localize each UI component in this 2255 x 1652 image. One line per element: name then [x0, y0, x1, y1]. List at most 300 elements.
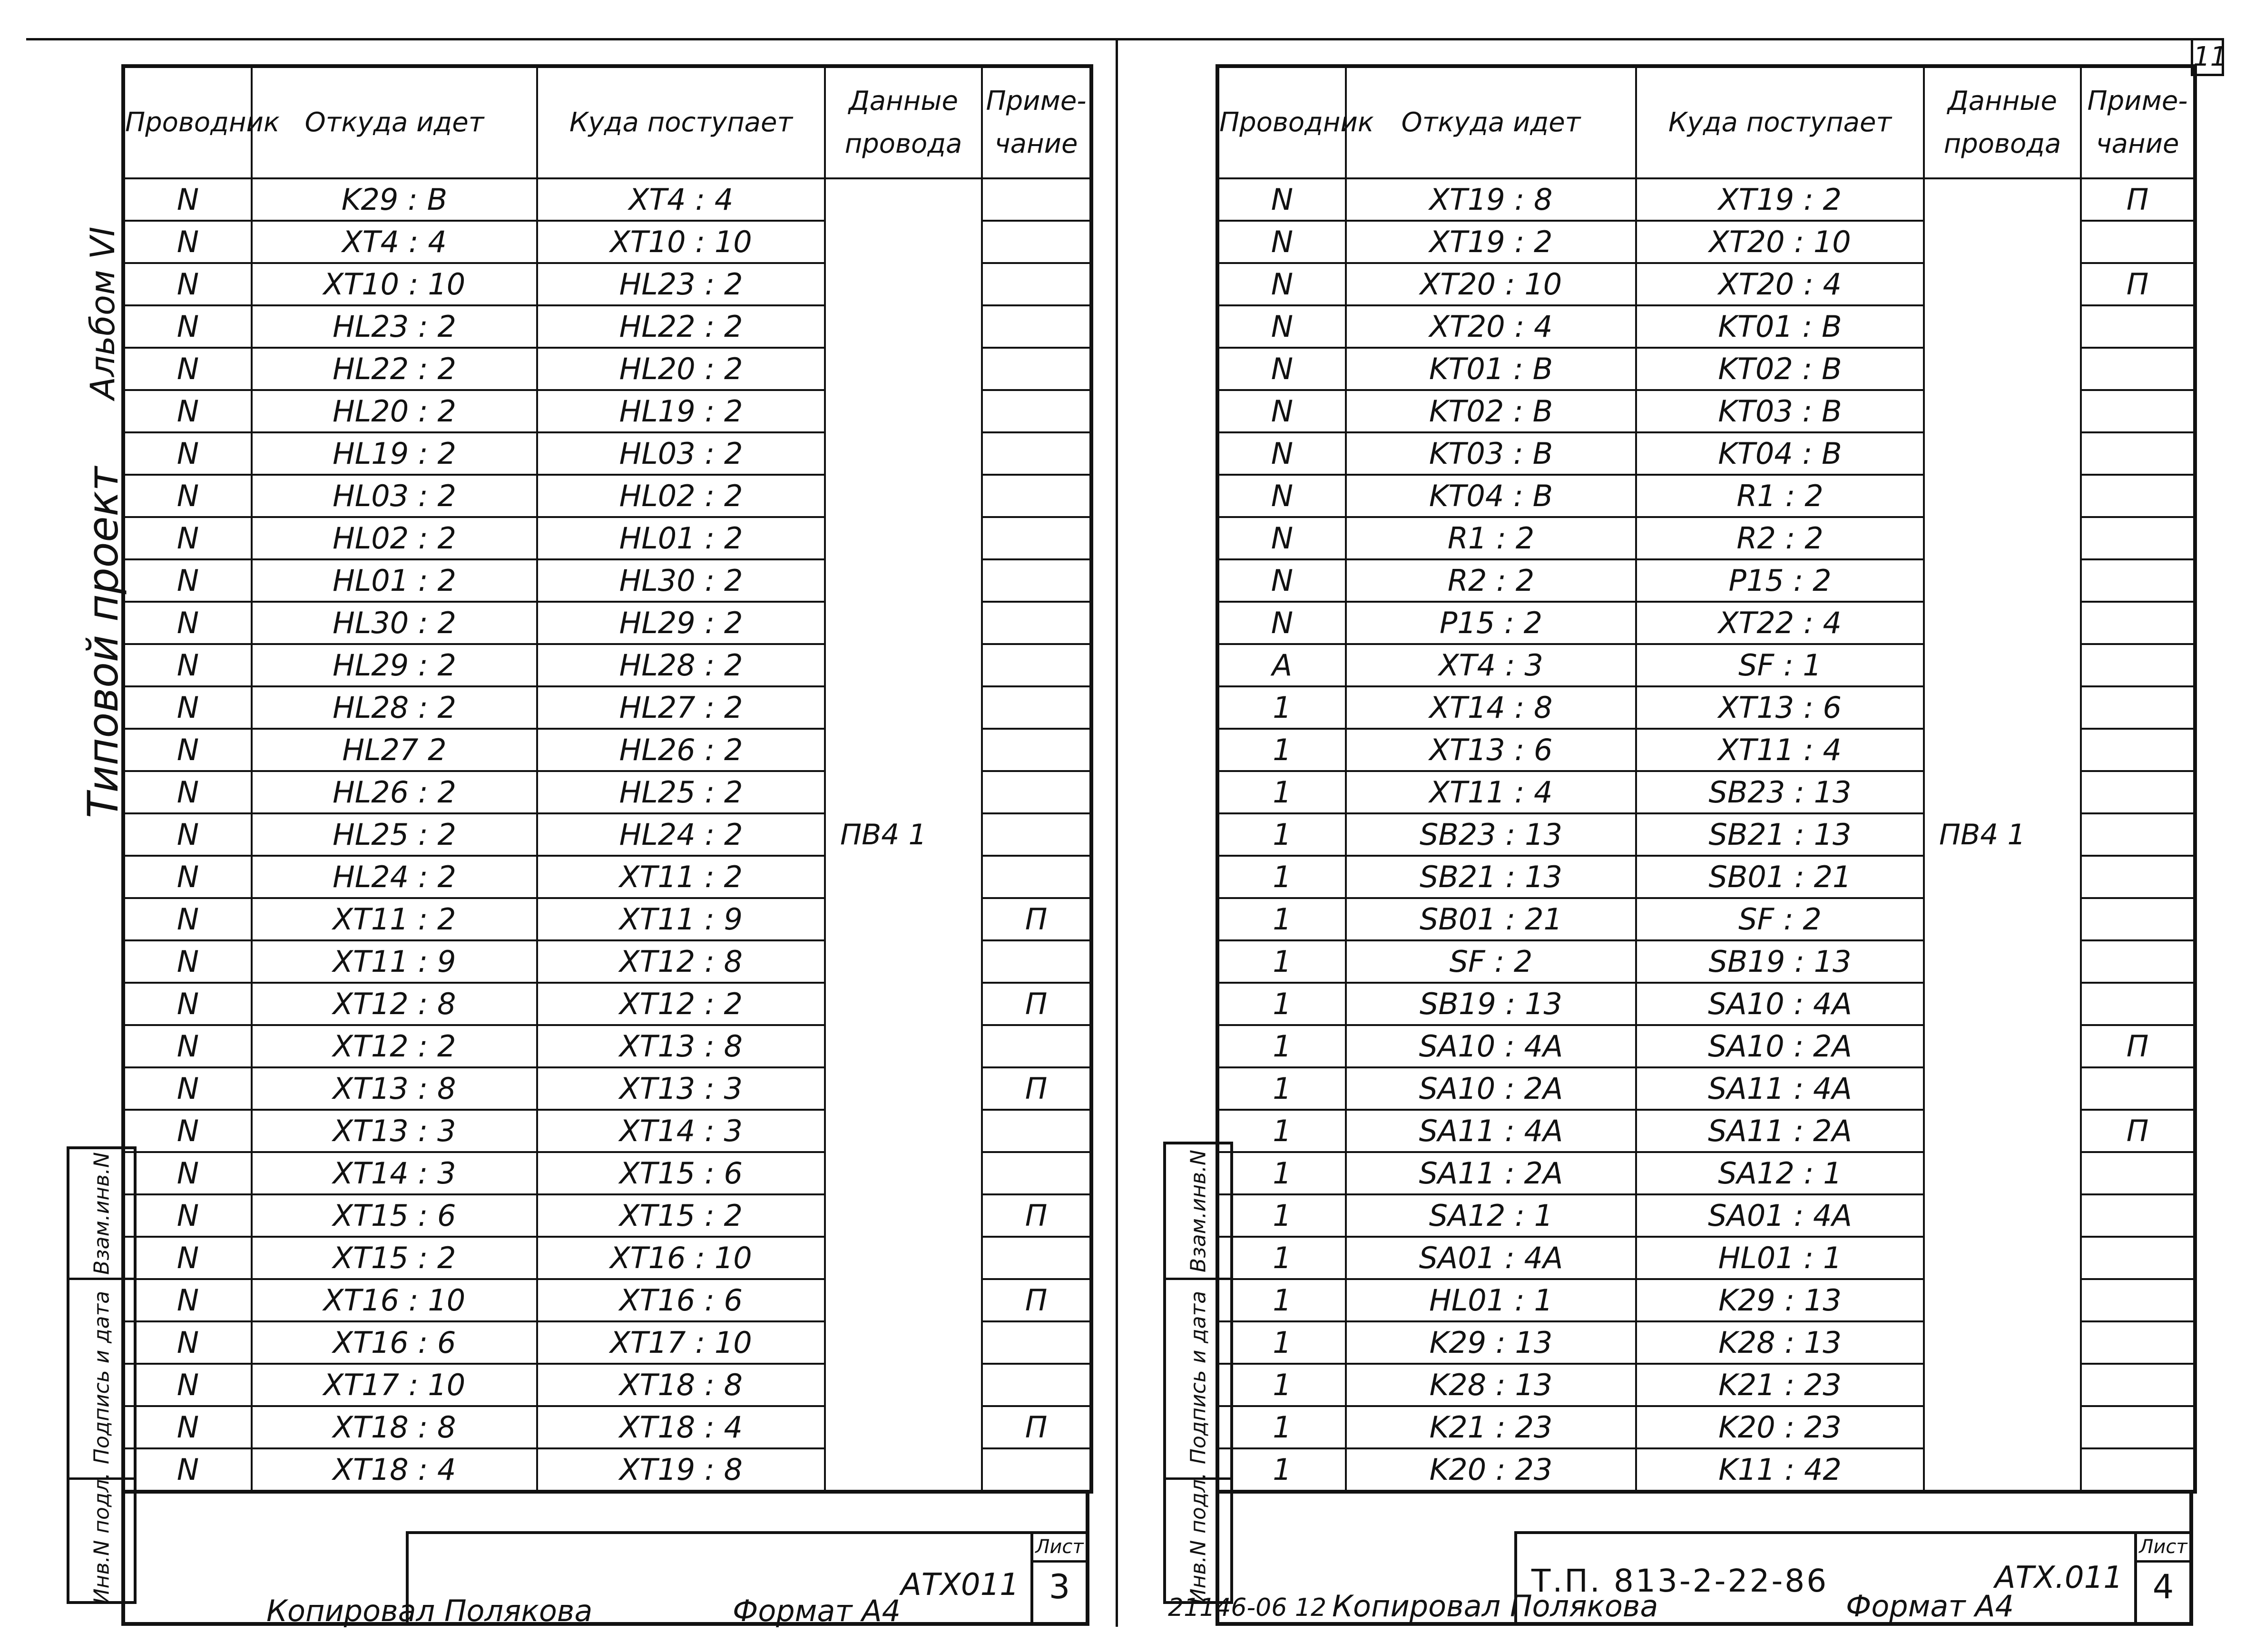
note-cell: [982, 559, 1091, 602]
conductor-cell: N: [123, 813, 252, 856]
wire-data-cell: [825, 1321, 982, 1364]
table-row: [1217, 390, 2195, 432]
wire-data-cell: [825, 686, 982, 729]
to-cell: HL23 : 2: [537, 263, 825, 305]
from-cell: HL02 : 2: [252, 517, 537, 559]
table-row: [123, 644, 1091, 686]
table-row: [1217, 1025, 2195, 1067]
to-cell: XT18 : 8: [537, 1364, 825, 1406]
table-row: [123, 1110, 1091, 1152]
to-cell: SA11 : 2A: [1636, 1110, 1924, 1152]
note-cell: [982, 856, 1091, 898]
from-cell: XT15 : 6: [252, 1194, 537, 1237]
left-table-body: [123, 178, 1091, 1492]
wire-data-cell: [825, 178, 982, 221]
to-cell: XT19 : 2: [1636, 178, 1924, 221]
to-cell: XT12 : 2: [537, 983, 825, 1025]
conductor-cell: 1: [1217, 1321, 1346, 1364]
wire-data-cell: [1924, 1448, 2081, 1492]
conductor-cell: N: [123, 432, 252, 475]
table-row: [1217, 1237, 2195, 1279]
table-row: [1217, 263, 2195, 305]
conductor-cell: N: [1217, 305, 1346, 348]
table-row: [123, 517, 1091, 559]
right-tp-number: Т.П. 813-2-22-86: [1531, 1563, 1829, 1599]
conductor-cell: N: [123, 1364, 252, 1406]
conductor-cell: N: [123, 475, 252, 517]
wire-data-cell: [1924, 898, 2081, 940]
wire-data-cell: [825, 263, 982, 305]
wire-data-cell: ПВ4 1: [825, 813, 982, 856]
conductor-cell: 1: [1217, 1110, 1346, 1152]
table-row: [123, 348, 1091, 390]
right-page: [1216, 64, 2193, 1626]
table-row: [1217, 1152, 2195, 1194]
table-row: [123, 729, 1091, 771]
right-sheet-box: [2134, 1534, 2189, 1622]
to-cell: R2 : 2: [1636, 517, 1924, 559]
note-cell: [982, 432, 1091, 475]
note-cell: [982, 1025, 1091, 1067]
note-cell: [2081, 940, 2195, 983]
note-cell: [2081, 686, 2195, 729]
side-signature-cell: Подпись и дата: [69, 1278, 134, 1480]
table-row: [123, 390, 1091, 432]
to-cell: XT19 : 8: [537, 1448, 825, 1492]
table-row: [123, 1025, 1091, 1067]
from-cell: SA01 : 4A: [1346, 1237, 1636, 1279]
note-cell: [2081, 644, 2195, 686]
album-label: Альбом VI: [83, 226, 122, 400]
conductor-cell: 1: [1217, 771, 1346, 813]
to-cell: SA11 : 4A: [1636, 1067, 1924, 1110]
table-row: [123, 1194, 1091, 1237]
note-cell: [982, 602, 1091, 644]
right-footer-copied: Копировал Полякова: [1332, 1589, 1658, 1623]
note-cell: [2081, 813, 2195, 856]
side-replace-cell: Взам.инв.N: [1166, 1144, 1230, 1280]
table-row: [1217, 305, 2195, 348]
to-cell: XT4 : 4: [537, 178, 825, 221]
note-cell: [2081, 729, 2195, 771]
wire-data-cell: [825, 644, 982, 686]
conductor-cell: N: [1217, 178, 1346, 221]
to-cell: HL22 : 2: [537, 305, 825, 348]
table-row: [1217, 178, 2195, 221]
table-row: [1217, 940, 2195, 983]
wire-data-cell: [1924, 390, 2081, 432]
table-row: [1217, 1406, 2195, 1448]
note-cell: П: [2081, 1110, 2195, 1152]
note-cell: [982, 771, 1091, 813]
wire-data-cell: [825, 771, 982, 813]
wire-data-cell: [1924, 1110, 2081, 1152]
to-cell: HL19 : 2: [537, 390, 825, 432]
wire-data-cell: [1924, 644, 2081, 686]
note-cell: [982, 644, 1091, 686]
wire-data-cell: [825, 221, 982, 263]
left-sheet-box: [1030, 1534, 1086, 1622]
to-cell: HL01 : 2: [537, 517, 825, 559]
note-cell: [982, 263, 1091, 305]
table-header-row: [123, 66, 1091, 178]
table-row: [123, 559, 1091, 602]
to-cell: HL26 : 2: [537, 729, 825, 771]
wire-data-cell: [825, 729, 982, 771]
left-page: [121, 64, 1089, 1626]
table-row: [123, 898, 1091, 940]
from-cell: XT20 : 4: [1346, 305, 1636, 348]
table-row: [123, 940, 1091, 983]
wire-data-cell: [825, 1237, 982, 1279]
wire-data-cell: [825, 1279, 982, 1321]
table-row: [1217, 686, 2195, 729]
conductor-cell: 1: [1217, 1406, 1346, 1448]
from-cell: XT13 : 3: [252, 1110, 537, 1152]
table-row: [123, 475, 1091, 517]
to-cell: XT22 : 4: [1636, 602, 1924, 644]
note-cell: [2081, 856, 2195, 898]
wire-data-cell: [825, 348, 982, 390]
left-footer-copied: Копировал Полякова: [266, 1593, 593, 1628]
to-cell: HL24 : 2: [537, 813, 825, 856]
note-cell: [2081, 348, 2195, 390]
wire-data-cell: [1924, 475, 2081, 517]
from-cell: HL20 : 2: [252, 390, 537, 432]
to-cell: XT12 : 8: [537, 940, 825, 983]
right-footer-format: Формат А4: [1846, 1589, 2014, 1623]
to-cell: SA01 : 4A: [1636, 1194, 1924, 1237]
note-cell: П: [2081, 178, 2195, 221]
table-row: [1217, 1194, 2195, 1237]
conductor-cell: N: [1217, 517, 1346, 559]
to-cell: HL29 : 2: [537, 602, 825, 644]
from-cell: XT20 : 10: [1346, 263, 1636, 305]
from-cell: XT12 : 2: [252, 1025, 537, 1067]
to-cell: HL30 : 2: [537, 559, 825, 602]
to-cell: XT15 : 6: [537, 1152, 825, 1194]
conductor-cell: N: [1217, 475, 1346, 517]
wire-data-cell: [1924, 559, 2081, 602]
right-table-body: [1217, 178, 2195, 1492]
note-cell: [982, 1152, 1091, 1194]
to-cell: XT20 : 10: [1636, 221, 1924, 263]
table-row: [1217, 856, 2195, 898]
to-cell: K11 : 42: [1636, 1448, 1924, 1492]
right-doc-code: АТХ.011: [1994, 1560, 2123, 1595]
from-cell: HL22 : 2: [252, 348, 537, 390]
wire-data-cell: [825, 940, 982, 983]
to-cell: KT03 : B: [1636, 390, 1924, 432]
from-cell: HL23 : 2: [252, 305, 537, 348]
top-border-line: [26, 38, 2215, 40]
conductor-cell: N: [123, 729, 252, 771]
wire-data-cell: [1924, 1067, 2081, 1110]
note-cell: [2081, 602, 2195, 644]
table-row: [123, 813, 1091, 856]
note-cell: [982, 1448, 1091, 1492]
wire-data-cell: [1924, 1194, 2081, 1237]
table-row: [123, 1448, 1091, 1492]
wire-data-cell: [1924, 432, 2081, 475]
to-cell: XT11 : 2: [537, 856, 825, 898]
to-cell: P15 : 2: [1636, 559, 1924, 602]
note-cell: [982, 940, 1091, 983]
conductor-cell: N: [123, 559, 252, 602]
table-row: [123, 221, 1091, 263]
note-cell: [2081, 1321, 2195, 1364]
table-row: [123, 1321, 1091, 1364]
to-cell: XT16 : 6: [537, 1279, 825, 1321]
conductor-cell: N: [123, 517, 252, 559]
to-cell: HL03 : 2: [537, 432, 825, 475]
from-cell: KT02 : B: [1346, 390, 1636, 432]
to-cell: HL28 : 2: [537, 644, 825, 686]
table-row: [1217, 813, 2195, 856]
from-cell: K20 : 23: [1346, 1448, 1636, 1492]
note-cell: [2081, 475, 2195, 517]
conductor-cell: N: [1217, 348, 1346, 390]
note-cell: П: [982, 898, 1091, 940]
to-cell: XT10 : 10: [537, 221, 825, 263]
header-wire-data: Данные провода: [825, 66, 982, 178]
side-replace-cell: Взам.инв.N: [69, 1149, 134, 1280]
table-row: [1217, 983, 2195, 1025]
to-cell: K28 : 13: [1636, 1321, 1924, 1364]
from-cell: XT14 : 3: [252, 1152, 537, 1194]
from-cell: SF : 2: [1346, 940, 1636, 983]
note-cell: [982, 178, 1091, 221]
note-cell: [2081, 1279, 2195, 1321]
note-cell: [982, 1364, 1091, 1406]
wire-data-cell: [1924, 178, 2081, 221]
from-cell: HL03 : 2: [252, 475, 537, 517]
conductor-cell: N: [123, 221, 252, 263]
left-doc-code: АТХ011: [901, 1567, 1019, 1603]
note-cell: П: [982, 1406, 1091, 1448]
to-cell: XT15 : 2: [537, 1194, 825, 1237]
to-cell: XT13 : 3: [537, 1067, 825, 1110]
note-cell: [982, 729, 1091, 771]
table-row: [1217, 1448, 2195, 1492]
conductor-cell: 1: [1217, 686, 1346, 729]
to-cell: HL25 : 2: [537, 771, 825, 813]
wire-data-cell: [1924, 1406, 2081, 1448]
conductor-cell: 1: [1217, 983, 1346, 1025]
wire-data-cell: [825, 856, 982, 898]
table-row: [123, 178, 1091, 221]
to-cell: SF : 2: [1636, 898, 1924, 940]
conductor-cell: N: [1217, 263, 1346, 305]
wire-data-cell: ПВ4 1: [1924, 813, 2081, 856]
table-row: [1217, 771, 2195, 813]
from-cell: KT01 : B: [1346, 348, 1636, 390]
from-cell: XT4 : 3: [1346, 644, 1636, 686]
note-cell: [982, 1110, 1091, 1152]
to-cell: K29 : 13: [1636, 1279, 1924, 1321]
conductor-cell: 1: [1217, 729, 1346, 771]
conductor-cell: N: [123, 1406, 252, 1448]
table-row: [1217, 898, 2195, 940]
conductor-cell: N: [123, 1194, 252, 1237]
from-cell: R2 : 2: [1346, 559, 1636, 602]
from-cell: XT13 : 6: [1346, 729, 1636, 771]
table-row: [1217, 644, 2195, 686]
conductor-cell: 1: [1217, 1448, 1346, 1492]
to-cell: XT18 : 4: [537, 1406, 825, 1448]
to-cell: XT13 : 8: [537, 1025, 825, 1067]
from-cell: KT04 : B: [1346, 475, 1636, 517]
from-cell: HL01 : 1: [1346, 1279, 1636, 1321]
table-row: [1217, 559, 2195, 602]
header-conductor: Проводник: [1217, 66, 1346, 178]
to-cell: SA10 : 2A: [1636, 1025, 1924, 1067]
conductor-cell: N: [1217, 432, 1346, 475]
wire-data-cell: [1924, 1279, 2081, 1321]
conductor-cell: N: [123, 898, 252, 940]
to-cell: KT04 : B: [1636, 432, 1924, 475]
table-row: [123, 263, 1091, 305]
note-cell: [982, 221, 1091, 263]
wire-data-cell: [825, 1152, 982, 1194]
right-wire-table: [1216, 64, 2197, 1494]
right-sheet-number: 4: [2152, 1567, 2174, 1606]
from-cell: P15 : 2: [1346, 602, 1636, 644]
left-wire-table: [121, 64, 1093, 1494]
left-sheet-label: Лист: [1033, 1534, 1086, 1563]
wire-data-cell: [1924, 983, 2081, 1025]
conductor-cell: N: [123, 1110, 252, 1152]
wire-data-cell: [825, 602, 982, 644]
note-cell: [2081, 1152, 2195, 1194]
table-row: [123, 1237, 1091, 1279]
header-from: Откуда идет: [1346, 66, 1636, 178]
header-to: Куда поступает: [537, 66, 825, 178]
table-row: [1217, 1110, 2195, 1152]
note-cell: П: [982, 1194, 1091, 1237]
to-cell: KT01 : B: [1636, 305, 1924, 348]
wire-data-cell: [1924, 771, 2081, 813]
from-cell: HL27 2: [252, 729, 537, 771]
wire-data-cell: [825, 1448, 982, 1492]
conductor-cell: 1: [1217, 856, 1346, 898]
from-cell: XT19 : 2: [1346, 221, 1636, 263]
from-cell: HL30 : 2: [252, 602, 537, 644]
wire-data-cell: [1924, 729, 2081, 771]
from-cell: SA10 : 4A: [1346, 1025, 1636, 1067]
note-cell: [2081, 517, 2195, 559]
note-cell: [2081, 1448, 2195, 1492]
from-cell: XT19 : 8: [1346, 178, 1636, 221]
from-cell: SB21 : 13: [1346, 856, 1636, 898]
note-cell: П: [2081, 1025, 2195, 1067]
wire-data-cell: [825, 390, 982, 432]
conductor-cell: N: [123, 1448, 252, 1492]
wire-data-cell: [825, 559, 982, 602]
conductor-cell: 1: [1217, 813, 1346, 856]
to-cell: HL20 : 2: [537, 348, 825, 390]
table-row: [123, 1406, 1091, 1448]
table-row: [1217, 475, 2195, 517]
to-cell: XT11 : 9: [537, 898, 825, 940]
to-cell: HL27 : 2: [537, 686, 825, 729]
from-cell: HL28 : 2: [252, 686, 537, 729]
side-signature-cell: Подпись и дата: [1166, 1278, 1230, 1480]
conductor-cell: N: [1217, 221, 1346, 263]
from-cell: SA11 : 2A: [1346, 1152, 1636, 1194]
from-cell: SA10 : 2A: [1346, 1067, 1636, 1110]
center-fold-line: [1116, 38, 1118, 1627]
note-cell: [2081, 1364, 2195, 1406]
wire-data-cell: [825, 1067, 982, 1110]
conductor-cell: N: [123, 983, 252, 1025]
from-cell: XT10 : 10: [252, 263, 537, 305]
wire-data-cell: [825, 475, 982, 517]
header-to: Куда поступает: [1636, 66, 1924, 178]
from-cell: KT03 : B: [1346, 432, 1636, 475]
note-cell: [2081, 1194, 2195, 1237]
wire-data-cell: [1924, 1321, 2081, 1364]
from-cell: XT13 : 8: [252, 1067, 537, 1110]
wire-data-cell: [1924, 940, 2081, 983]
table-row: [1217, 432, 2195, 475]
table-row: [123, 856, 1091, 898]
conductor-cell: A: [1217, 644, 1346, 686]
left-footer-format: Формат А4: [733, 1593, 901, 1628]
to-cell: R1 : 2: [1636, 475, 1924, 517]
note-cell: [2081, 559, 2195, 602]
table-row: [123, 305, 1091, 348]
header-note: Приме- чание: [2081, 66, 2195, 178]
right-footer-order: 21146-06 12: [1168, 1593, 1327, 1622]
conductor-cell: N: [123, 305, 252, 348]
conductor-cell: N: [123, 771, 252, 813]
wire-data-cell: [825, 1194, 982, 1237]
note-cell: [2081, 1067, 2195, 1110]
from-cell: K29 : B: [252, 178, 537, 221]
conductor-cell: N: [123, 263, 252, 305]
note-cell: [982, 813, 1091, 856]
to-cell: SB23 : 13: [1636, 771, 1924, 813]
from-cell: K28 : 13: [1346, 1364, 1636, 1406]
note-cell: П: [982, 983, 1091, 1025]
conductor-cell: 1: [1217, 1194, 1346, 1237]
to-cell: K20 : 23: [1636, 1406, 1924, 1448]
note-cell: [2081, 983, 2195, 1025]
to-cell: SB19 : 13: [1636, 940, 1924, 983]
conductor-cell: N: [123, 348, 252, 390]
side-inv-cell: Инв.N подл.: [1186, 1472, 1210, 1604]
from-cell: HL24 : 2: [252, 856, 537, 898]
table-row: [1217, 1067, 2195, 1110]
note-cell: [2081, 305, 2195, 348]
to-cell: SB21 : 13: [1636, 813, 1924, 856]
to-cell: HL02 : 2: [537, 475, 825, 517]
wire-data-cell: [825, 983, 982, 1025]
conductor-cell: N: [123, 1237, 252, 1279]
conductor-cell: N: [123, 1152, 252, 1194]
conductor-cell: N: [1217, 559, 1346, 602]
table-row: [1217, 221, 2195, 263]
table-row: [123, 983, 1091, 1025]
note-cell: [2081, 390, 2195, 432]
note-cell: [982, 475, 1091, 517]
conductor-cell: 1: [1217, 898, 1346, 940]
note-cell: П: [982, 1067, 1091, 1110]
wire-data-cell: [1924, 1152, 2081, 1194]
table-row: [123, 432, 1091, 475]
wire-data-cell: [825, 305, 982, 348]
